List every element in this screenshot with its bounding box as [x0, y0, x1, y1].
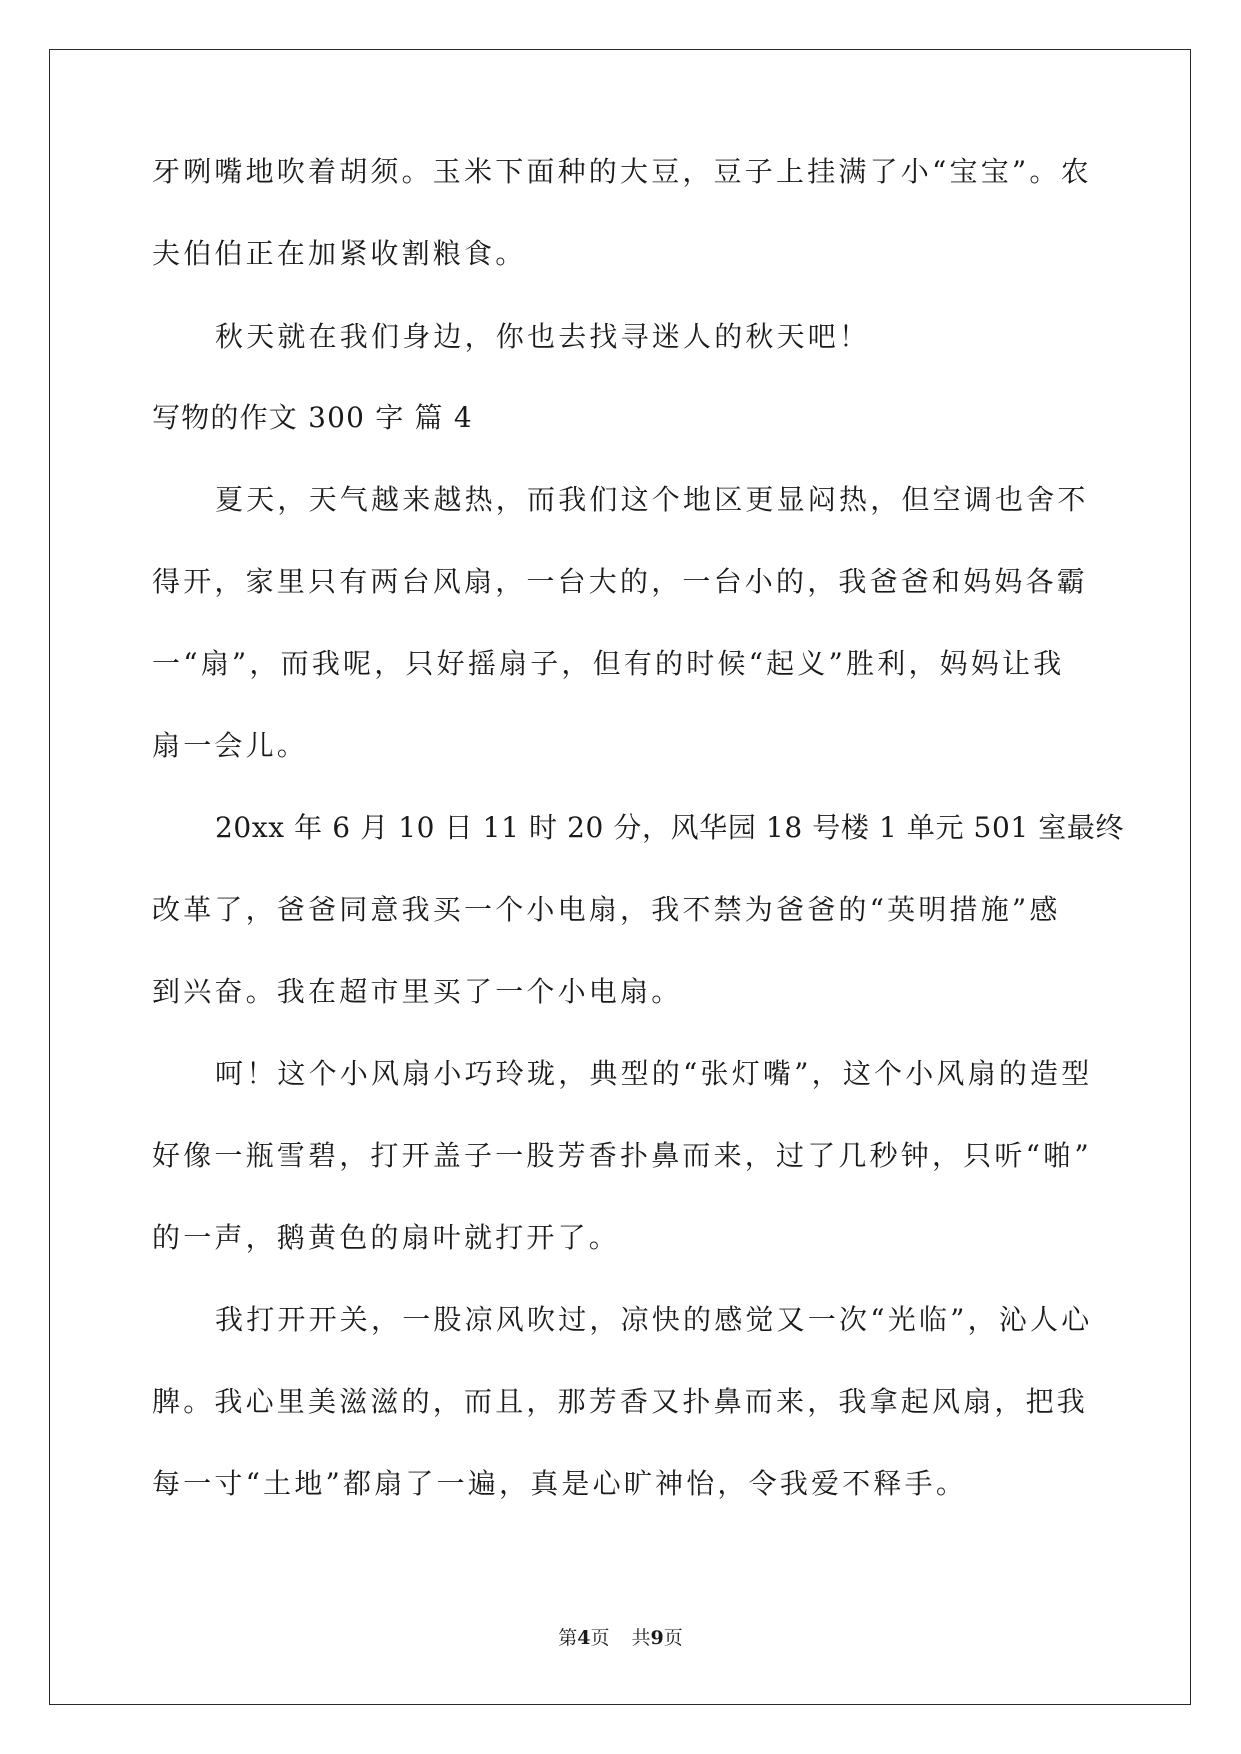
total-pages: 9: [650, 1627, 664, 1649]
text-line: 改革了，爸爸同意我买一个小电扇，我不禁为爸爸的“英明措施”感: [152, 893, 1061, 926]
paragraph-first-line: 20xx 年 6 月 10 日 11 时 20 分，风华园 18 号楼 1 单元 501 室最终: [215, 811, 1125, 844]
text-line: 好像一瓶雪碧，打开盖子一股芳香扑鼻而来，过了几秒钟，只听“啪”: [152, 1139, 1092, 1172]
page-number: 4: [577, 1627, 591, 1649]
page-prefix: 第: [558, 1627, 578, 1649]
text-line: 夫伯伯正在加紧收割粮食。: [152, 237, 527, 270]
page-suffix: 页: [590, 1627, 610, 1649]
total-prefix: 共: [631, 1627, 651, 1649]
page-border: [49, 49, 1191, 1705]
section-heading: 写物的作文 300 字 篇 4: [152, 401, 473, 434]
text-line: 每一寸“土地”都扇了一遍，真是心旷神怡，令我爱不释手。: [152, 1467, 968, 1500]
paragraph-first-line: 夏天，天气越来越热，而我们这个地区更显闷热，但空调也舍不: [215, 483, 1089, 516]
text-line: 牙咧嘴地吹着胡须。玉米下面种的大豆，豆子上挂满了小“宝宝”。农: [152, 155, 1092, 188]
text-line: 得开，家里只有两台风扇，一台大的，一台小的，我爸爸和妈妈各霸: [152, 565, 1089, 598]
text-line: 脾。我心里美滋滋的，而且，那芳香又扑鼻而来，我拿起风扇，把我: [152, 1385, 1089, 1418]
text-line: 的一声，鹅黄色的扇叶就打开了。: [152, 1221, 621, 1254]
paragraph-first-line: 秋天就在我们身边，你也去找寻迷人的秋天吧！: [215, 320, 871, 353]
paragraph-first-line: 我打开开关，一股凉风吹过，凉快的感觉又一次“光临”，沁人心: [215, 1303, 1093, 1336]
text-line: 到兴奋。我在超市里买了一个小电扇。: [152, 975, 683, 1008]
text-line: 一“扇”，而我呢，只好摇扇子，但有的时候“起义”胜利，妈妈让我: [152, 647, 1065, 680]
total-suffix: 页: [663, 1627, 683, 1649]
page-footer: [0, 1626, 1241, 1650]
text-line: 扇一会儿。: [152, 729, 309, 762]
paragraph-first-line: 呵！这个小风扇小巧玲珑，典型的“张灯嘴”，这个小风扇的造型: [215, 1057, 1093, 1090]
